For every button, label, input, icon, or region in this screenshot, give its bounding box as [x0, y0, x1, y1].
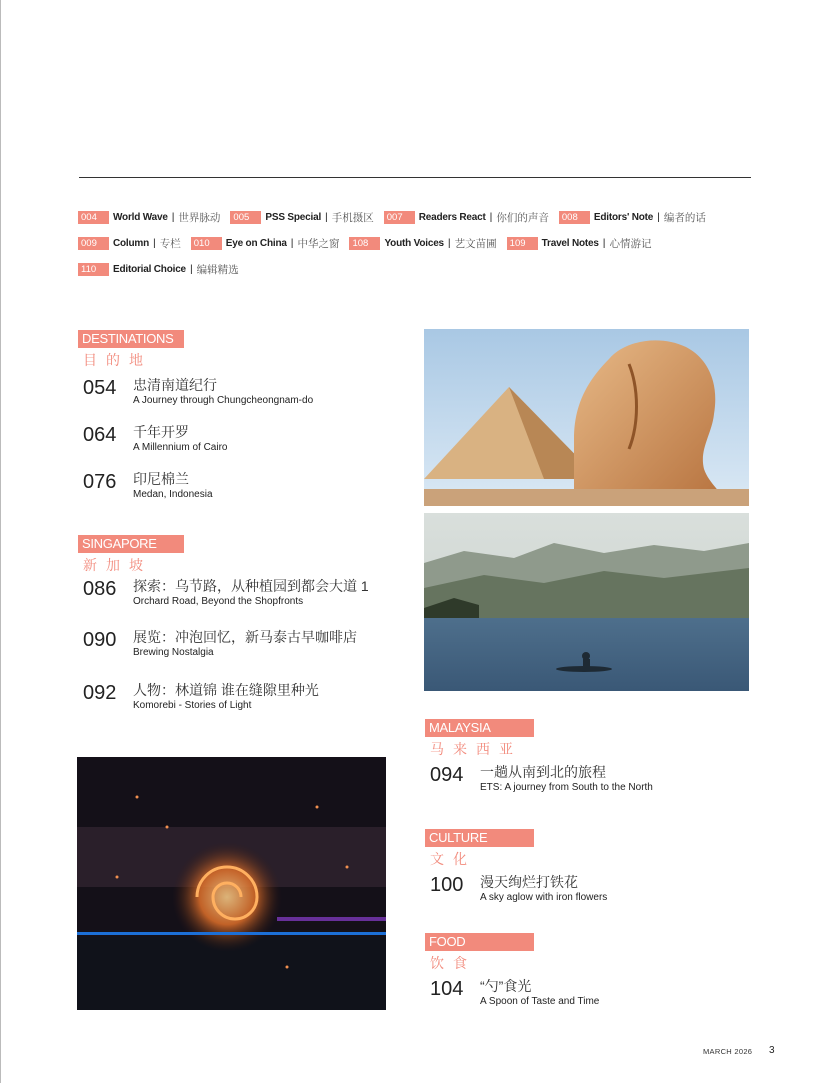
item-title-en: World Wave: [113, 211, 168, 223]
toc-entry[interactable]: [78, 577, 369, 608]
item-title-en: Readers React: [418, 211, 486, 223]
toc-entry[interactable]: [78, 681, 369, 712]
entry-title-zh: 一趟从南到北的旅程: [480, 764, 606, 780]
photo-iron-flowers: [77, 757, 386, 1010]
separator: |: [171, 211, 175, 223]
item-title-zh: 手机摄区: [331, 211, 374, 224]
entry-page-number: 104: [430, 978, 464, 1000]
entry-title-en: ETS: A journey from South to the North: [480, 782, 653, 793]
column-item[interactable]: [78, 262, 239, 277]
entry-title-zh: 印尼棉兰: [133, 471, 189, 487]
entry-page-number: 086: [83, 578, 117, 600]
item-title-zh: 你们的声音: [496, 211, 549, 224]
item-title-zh: 编辑精选: [196, 263, 239, 276]
separator: |: [657, 211, 660, 223]
entry-title-zh: 漫天绚烂打铁花: [480, 874, 578, 890]
column-item[interactable]: [191, 236, 340, 251]
separator: |: [602, 237, 606, 249]
item-title-en: Column: [113, 237, 150, 249]
column-item[interactable]: [507, 236, 652, 251]
toc-entry[interactable]: [78, 470, 313, 501]
toc-entry[interactable]: [425, 763, 653, 794]
section-culture: [425, 829, 607, 904]
column-item[interactable]: [384, 210, 549, 225]
column-item[interactable]: [349, 236, 496, 251]
entry-title-zh: 千年开罗: [133, 424, 189, 440]
entry-title-zh: “勺”食光: [480, 978, 532, 994]
item-number: 110: [78, 263, 109, 276]
entry-title-zh: 忠清南道纪行: [133, 377, 217, 393]
column-row: [78, 256, 758, 282]
footer-magazine-issue: MARCH 2026: [703, 1047, 753, 1056]
item-title-zh: 艺文苗圃: [454, 237, 497, 250]
section-destinations: [78, 330, 313, 501]
page-edge-line: [0, 0, 1, 1083]
item-number: 004: [78, 211, 109, 224]
item-title-zh: 世界脉动: [178, 211, 221, 224]
section-title: CULTURE: [425, 829, 534, 847]
separator: |: [290, 237, 294, 249]
entry-page-number: 076: [83, 471, 117, 493]
entry-title-en: Brewing Nostalgia: [133, 647, 214, 658]
item-title-en: Travel Notes: [541, 237, 599, 249]
item-number: 108: [349, 237, 380, 250]
toc-entry[interactable]: [78, 423, 313, 454]
separator: |: [325, 211, 328, 223]
column-item[interactable]: [230, 210, 373, 225]
column-index: [78, 204, 758, 282]
separator: |: [189, 263, 193, 275]
entry-page-number: 092: [83, 682, 117, 704]
toc-entry[interactable]: [425, 977, 599, 1008]
entry-title-en: A sky aglow with iron flowers: [480, 892, 608, 903]
item-number: 005: [230, 211, 261, 224]
separator: |: [489, 211, 493, 223]
item-number: 010: [191, 237, 222, 250]
photo-lake-kayak: [424, 513, 749, 691]
section-title: FOOD: [425, 933, 534, 951]
toc-entry[interactable]: [78, 376, 313, 407]
section-title-zh: 目的地: [83, 352, 152, 368]
entry-title-en: A Spoon of Taste and Time: [480, 996, 600, 1007]
entry-title-en: Medan, Indonesia: [133, 489, 213, 500]
column-row: [78, 204, 758, 230]
item-title-zh: 中华之窗: [297, 237, 340, 250]
column-item[interactable]: [559, 210, 706, 225]
header-rule: [79, 177, 751, 178]
entry-title-zh: 人物：林道锦 谁在缝隙里种光: [133, 682, 319, 698]
entry-page-number: 090: [83, 629, 117, 651]
entry-page-number: 054: [83, 377, 117, 399]
item-title-en: Youth Voices: [384, 237, 444, 249]
separator: |: [153, 237, 156, 249]
section-title-zh: 饮食: [430, 955, 476, 971]
item-title-en: Editorial Choice: [113, 263, 186, 275]
section-title-zh: 新加坡: [83, 557, 152, 573]
column-row: [78, 230, 758, 256]
item-title-en: Eye on China: [225, 237, 287, 249]
section-title: DESTINATIONS: [78, 330, 184, 348]
toc-entry[interactable]: [78, 628, 369, 659]
footer-page-number: 3: [769, 1045, 775, 1056]
entry-page-number: 100: [430, 874, 464, 896]
entry-page-number: 064: [83, 424, 117, 446]
entry-title-en: A Millennium of Cairo: [133, 442, 228, 453]
item-title-zh: 专栏: [159, 237, 181, 250]
entry-title-zh: 展览：冲泡回忆，新马泰古早咖啡店: [133, 629, 357, 645]
section-title-zh: 文化: [430, 851, 476, 867]
section-title-zh: 马来西亚: [430, 741, 522, 757]
item-number: 009: [78, 237, 109, 250]
separator: |: [447, 237, 451, 249]
entry-page-number: 094: [430, 764, 464, 786]
entry-title-en: A Journey through Chungcheongnam-do: [133, 395, 314, 406]
toc-entry[interactable]: [425, 873, 607, 904]
item-title-zh: 编者的话: [663, 211, 706, 224]
section-singapore: [78, 535, 369, 712]
photo-sphinx-pyramid: [424, 329, 749, 506]
item-number: 008: [559, 211, 590, 224]
item-number: 109: [507, 237, 538, 250]
section-title: SINGAPORE: [78, 535, 184, 553]
item-number: 007: [384, 211, 415, 224]
item-title-en: PSS Special: [265, 211, 322, 223]
entry-title-zh: 探索：乌节路，从种植园到都会大道 1: [133, 578, 369, 594]
entry-title-en: Orchard Road, Beyond the Shopfronts: [133, 596, 304, 607]
item-title-en: Editors' Note: [593, 211, 654, 223]
column-item[interactable]: [78, 210, 220, 225]
section-title: MALAYSIA: [425, 719, 534, 737]
item-title-zh: 心情游记: [609, 237, 652, 250]
column-item[interactable]: [78, 236, 181, 251]
entry-title-en: Komorebi - Stories of Light: [133, 700, 252, 711]
section-malaysia: [425, 719, 653, 794]
section-food: [425, 933, 599, 1008]
